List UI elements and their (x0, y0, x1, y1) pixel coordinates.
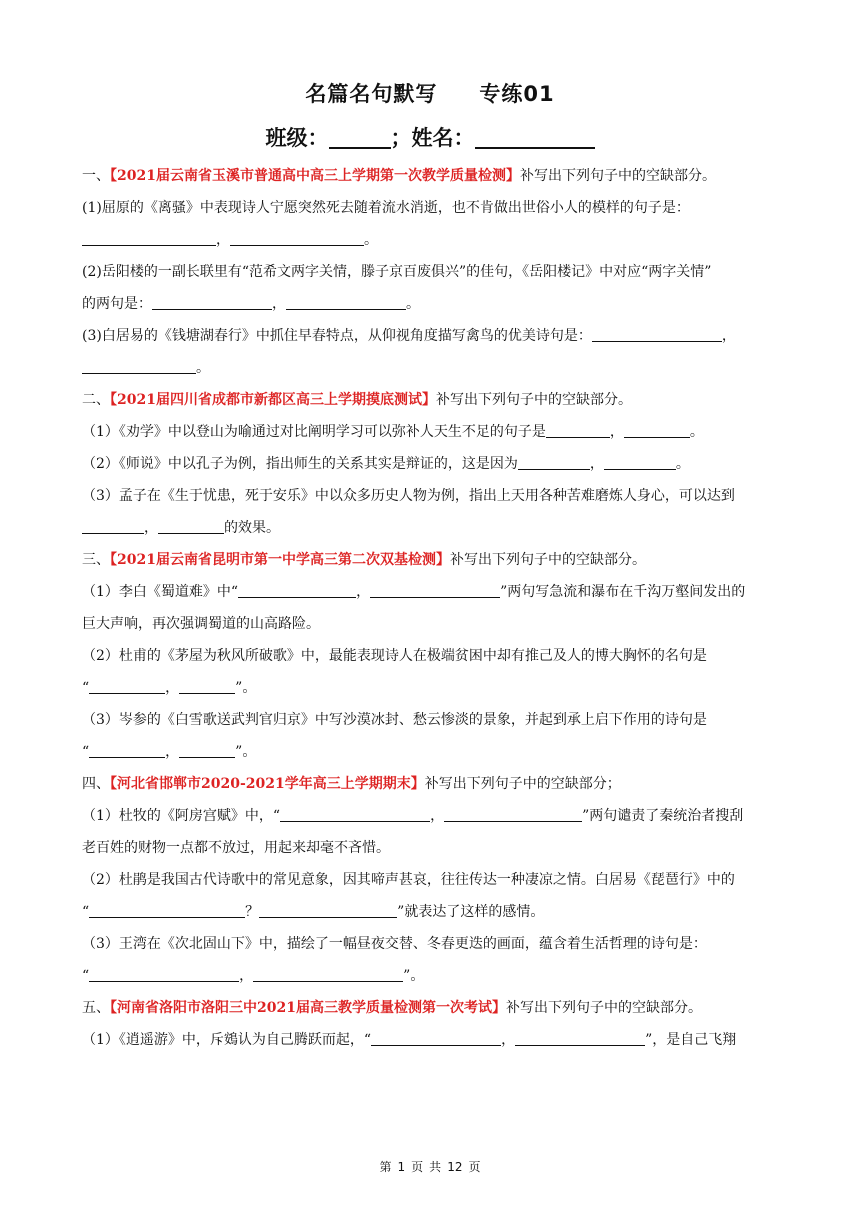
answer-line: “ ， ”。 (82, 680, 257, 696)
name-label: ；姓名： (390, 126, 475, 150)
answer-blank[interactable] (515, 1031, 645, 1046)
question-line: （3）王湾在《次北固山下》中，描绘了一幅昼夜交替、冬春更迭的画面，蕴含着生活哲理的诗句是： (82, 936, 707, 952)
answer-blank[interactable] (179, 743, 235, 758)
title-main: 名篇名句默写 (305, 82, 438, 106)
answer-blank[interactable] (444, 807, 582, 822)
answer-blank[interactable] (370, 583, 500, 598)
question-line: （2）《师说》中以孔子为例，指出师生的关系其实是辩证的，这是因为 ， 。 (82, 456, 690, 472)
question-line: （1）李白《蜀道难》中“ ， ”两句写急流和瀑布在千沟万壑间发出的 (82, 584, 746, 600)
section-source: 【河南省洛阳市洛阳三中2021届高三教学质量检测第一次考试】 (110, 1000, 506, 1016)
section-heading (82, 992, 782, 1024)
name-blank[interactable] (475, 127, 595, 149)
section-number: 二、 (82, 392, 110, 408)
question-line: （3）岑参的《白雪歌送武判官归京》中写沙漠冰封、愁云惨淡的景象，并起到承上启下作用的诗句是 (82, 712, 707, 728)
question-line: 的两句是： ， 。 (82, 296, 420, 312)
answer-blank[interactable] (371, 1031, 501, 1046)
question-line: （1）《劝学》中以登山为喻通过对比阐明学习可以弥补人天生不足的句子是 ， 。 (82, 424, 704, 440)
answer-line: “ ？ ”就表达了这样的感情。 (82, 904, 545, 920)
answer-blank[interactable] (230, 231, 364, 246)
answer-line: “ ， ”。 (82, 968, 425, 984)
answer-blank[interactable] (82, 231, 216, 246)
answer-blank[interactable] (89, 903, 245, 918)
section-heading (82, 544, 782, 576)
answer-line: ， 。 (82, 224, 782, 256)
answer-blank[interactable] (82, 519, 144, 534)
answer-blank[interactable] (624, 423, 690, 438)
section-instruction: 补写出下列句子中的空缺部分； (424, 776, 621, 792)
question-line: (3)白居易的《钱塘湖春行》中抓住早春特点，从仰视角度描写禽鸟的优美诗句是： ， (82, 328, 736, 344)
question-line: （3）孟子在《生于忧患，死于安乐》中以众多历史人物为例，指出上天用各种苦难磨炼人身心，可以达到 (82, 488, 735, 504)
section-instruction: 补写出下列句子中的空缺部分。 (519, 168, 716, 184)
page-title (0, 78, 860, 108)
answer-blank[interactable] (286, 295, 406, 310)
answer-blank[interactable] (280, 807, 430, 822)
class-blank[interactable] (329, 127, 391, 149)
question-line: （2）杜鹃是我国古代诗歌中的常见意象，因其啼声甚哀，往往传达一种凄凉之情。白居易《琵琶行》中的 (82, 872, 735, 888)
answer-blank[interactable] (238, 583, 356, 598)
question-line: （2）杜甫的《茅屋为秋风所破歌》中，最能表现诗人在极端贫困中却有推己及人的博大胸怀的名句是 (82, 648, 707, 664)
section-number: 五、 (82, 1000, 110, 1016)
question-line: （1）《逍遥游》中，斥鴳认为自己腾跃而起，“ ， ”，是自己飞翔 (82, 1032, 737, 1048)
answer-blank[interactable] (546, 423, 610, 438)
section-source: 【2021届四川省成都市新都区高三上学期摸底测试】 (110, 392, 436, 408)
question-line: 巨大声响，再次强调蜀道的山高路险。 (82, 616, 320, 632)
answer-blank[interactable] (259, 903, 397, 918)
page-footer: 第 1 页 共 12 页 (379, 1160, 481, 1174)
answer-blank[interactable] (82, 359, 196, 374)
question-line: (2)岳阳楼的一副长联里有“范希文两字关情，滕子京百废俱兴”的佳句，《岳阳楼记》中对应“两字关情” (82, 264, 712, 280)
exercise-content (82, 160, 782, 1056)
answer-blank[interactable] (152, 295, 272, 310)
answer-blank[interactable] (158, 519, 224, 534)
class-label: 班级： (265, 126, 329, 150)
answer-line: 。 (82, 352, 782, 384)
answer-blank[interactable] (179, 679, 235, 694)
answer-blank[interactable] (89, 743, 165, 758)
answer-line: ， 的效果。 (82, 512, 782, 544)
page-total: 12 (447, 1160, 463, 1174)
section-heading (82, 768, 782, 800)
answer-blank[interactable] (518, 455, 590, 470)
question-line: （1）杜牧的《阿房宫赋》中，“ ， ”两句谴责了秦统治者搜刮 (82, 808, 744, 824)
section-heading (82, 384, 782, 416)
section-source: 【河北省邯郸市2020-2021学年高三上学期期末】 (110, 776, 425, 792)
section-source: 【2021届云南省昆明市第一中学高三第二次双基检测】 (110, 552, 450, 568)
title-sub: 专练01 (479, 82, 555, 106)
answer-line: “ ， ”。 (82, 744, 257, 760)
answer-blank[interactable] (89, 967, 239, 982)
section-source: 【2021届云南省玉溪市普通高中高三上学期第一次教学质量检测】 (110, 168, 520, 184)
section-instruction: 补写出下列句子中的空缺部分。 (505, 1000, 702, 1016)
answer-blank[interactable] (253, 967, 403, 982)
section-number: 三、 (82, 552, 110, 568)
section-heading (82, 160, 782, 192)
answer-blank[interactable] (592, 327, 722, 342)
student-info-line (0, 122, 860, 152)
section-number: 四、 (82, 776, 110, 792)
answer-blank[interactable] (89, 679, 165, 694)
question-line: (1)屈原的《离骚》中表现诗人宁愿突然死去随着流水消逝，也不肯做出世俗小人的模样的句子是： (82, 200, 690, 216)
page-number: 1 (397, 1160, 406, 1174)
question-line: 老百姓的财物一点都不放过，用起来却毫不吝惜。 (82, 840, 390, 856)
section-instruction: 补写出下列句子中的空缺部分。 (435, 392, 632, 408)
section-instruction: 补写出下列句子中的空缺部分。 (449, 552, 646, 568)
answer-blank[interactable] (604, 455, 676, 470)
section-number: 一、 (82, 168, 110, 184)
